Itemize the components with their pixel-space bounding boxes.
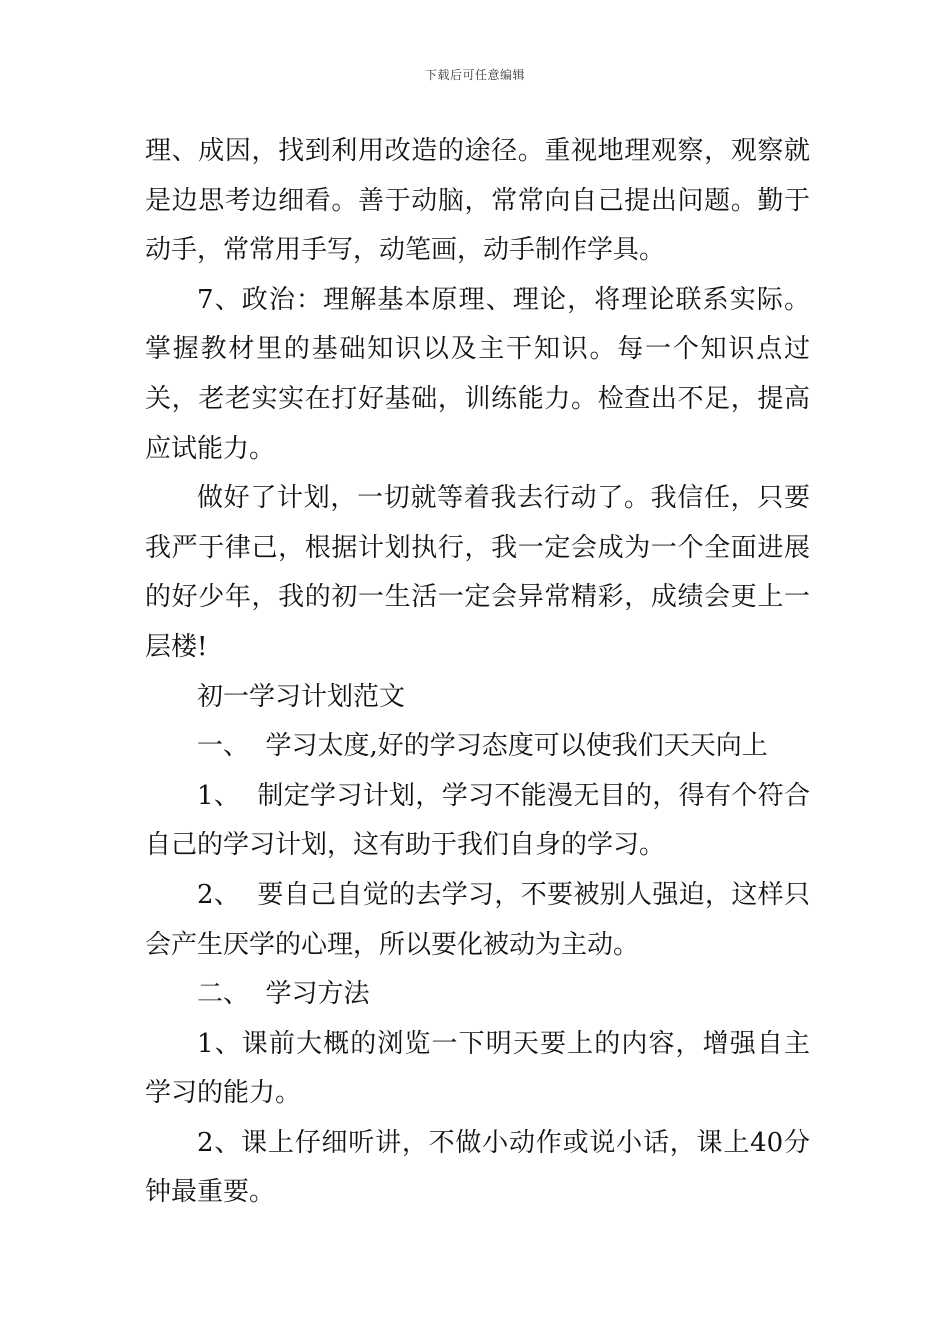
page-header-note: 下载后可任意编辑 xyxy=(424,68,525,82)
document-body xyxy=(145,127,810,1218)
paragraph-plan-item-1: 1、 制定学习计划，学习不能漫无目的，得有个符合自己的学习计划，这有助于我们自身的学习。 xyxy=(145,780,810,861)
paragraph-politics: 7、政治：理解基本原理、理论，将理论联系实际。掌握教材里的基础知识以及主干知识。每一个知识点过关，老老实实在打好基础，训练能力。检查出不足，提高应试能力。 xyxy=(145,284,810,464)
heading-methods: 二、 学习方法 xyxy=(197,979,370,1010)
paragraph-plan-item-2: 2、 要自己自觉的去学习，不要被别人强迫，这样只会产生厌学的心理，所以要化被动为主动。 xyxy=(145,879,810,960)
paragraph-method-item-1: 1、课前大概的浏览一下明天要上的内容，增强自主学习的能力。 xyxy=(145,1028,810,1109)
section-title: 初一学习计划范文 xyxy=(197,681,406,712)
heading-attitude: 一、 学习太度,好的学习态度可以使我们天天向上 xyxy=(197,731,768,762)
paragraph-method-item-2: 2、课上仔细听讲，不做小动作或说小话，课上40分钟最重要。 xyxy=(145,1127,810,1208)
paragraph-conclusion: 做好了计划，一切就等着我去行动了。我信任，只要我严于律己，根据计划执行，我一定会成为一个全面进展的好少年，我的初一生活一定会异常精彩，成绩会更上一层楼! xyxy=(145,483,810,662)
paragraph-geography-continued: 理、成因，找到利用改造的途径。重视地理观察，观察就是边思考边细看。善于动脑，常常向自己提出问题。勤于动手，常常用手写，动笔画，动手制作学具。 xyxy=(145,136,810,266)
